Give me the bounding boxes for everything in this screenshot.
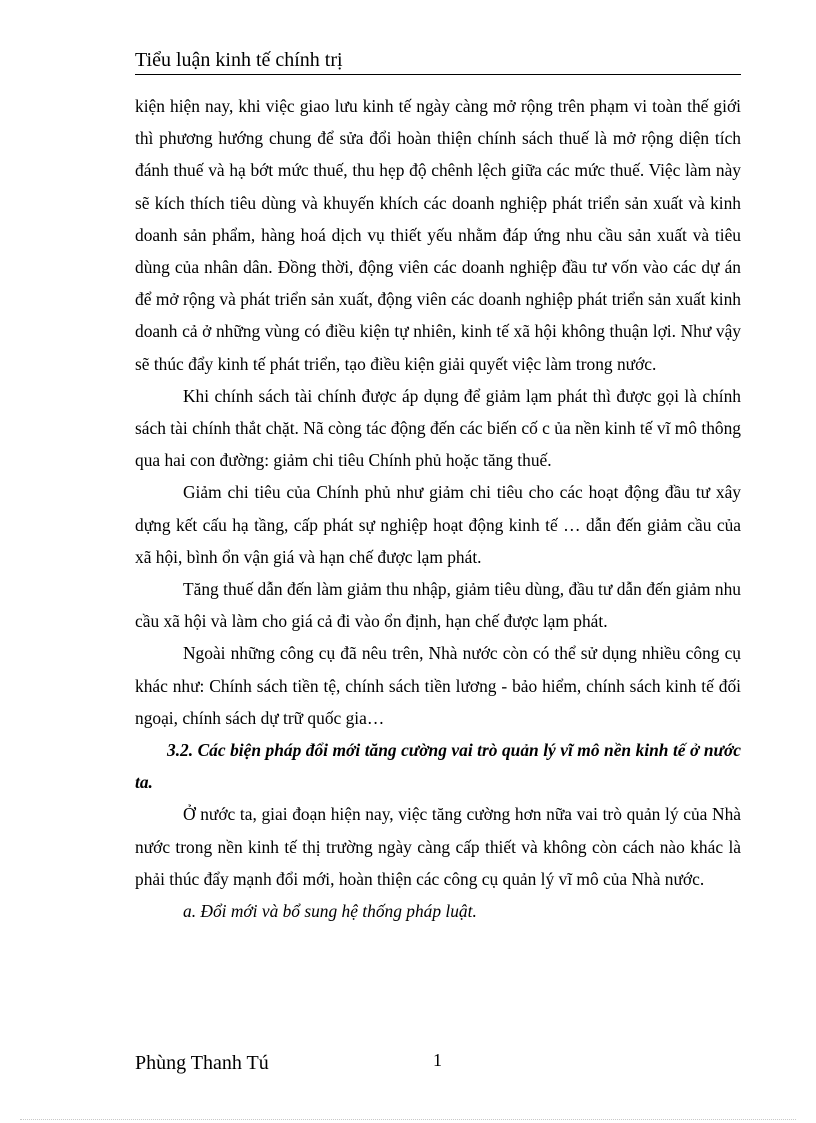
page-number: 1 — [433, 1050, 442, 1070]
paragraph-raise-tax: Tăng thuế dẫn đến làm giảm thu nhập, giảm tiêu dùng, đầu tư dẫn đến giảm nhu cầu xã hội và làm cho giá cả đi vào ổn định, hạn chế được lạm phát. — [135, 579, 741, 632]
paragraph-tax-policy: kiện hiện nay, khi việc giao lưu kinh tế ngày càng mở rộng trên phạm vi toàn thế giới thì phương hướng chung để sửa đổi hoàn thiện chính sách thuế là mở rộng diện tích đánh thuế và hạ bớt mức thuế, thu hẹp độ chênh lệch giữa các mức thuế. Việc làm này sẽ kích thích tiêu dùng và khuyến khích các doanh nghiệp phát triển sản xuất và kinh doanh sản phẩm, hàng hoá dịch vụ thiết yếu nhằm đáp ứng nhu cầu sản xuất và tiêu dùng của nhân dân. Đồng thời, động viên các doanh nghiệp đầu tư vốn vào các dự án để mở rộng và phát triển sản xuất, động viên các doanh nghiệp phát triển sản xuất kinh doanh cả ở những vùng có điều kiện tự nhiên, kinh tế xã hội không thuận lợi. Như vậy sẽ thúc đẩy kinh tế phát triển, tạo điều kiện giải quyết việc làm trong nước. — [135, 96, 741, 374]
paragraph-tight-fiscal-policy: Khi chính sách tài chính được áp dụng để giảm lạm phát thì được gọi là chính sách tài chính thắt chặt. Nã còng tác động đến các biến cố c ủa nền kinh tế vĩ mô thông qua hai con đường: giảm chi tiêu Chính phủ hoặc tăng thuế. — [135, 385, 741, 471]
page-header — [135, 48, 741, 75]
paragraph-reduce-spending: Giảm chi tiêu của Chính phủ như giảm chi tiêu cho các hoạt động đầu tư xây dựng kết cấu hạ tầng, cấp phát sự nghiệp hoạt động kinh tế … dẫn đến giảm cầu của xã hội, bình ổn vận giá và hạn chế được lạm phát. — [135, 482, 741, 567]
footer-author: Phùng Thanh Tú — [135, 1052, 269, 1074]
page-break-divider — [20, 1119, 796, 1120]
header-title: Tiểu luận kinh tế chính trị — [135, 49, 343, 71]
paragraph-other-tools: Ngoài những công cụ đã nêu trên, Nhà nước còn có thể sử dụng nhiều công cụ khác như: Chính sách tiền tệ, chính sách tiền lương - bảo hiểm, chính sách kinh tế đối ngoại, chính sách dự trữ quốc gia… — [135, 643, 741, 728]
paragraph-vietnam-context: Ở nước ta, giai đoạn hiện nay, việc tăng cường hơn nữa vai trò quản lý của Nhà nước trong nền kinh tế thị trường ngày càng cấp thiết và không còn cách nào khác là phải thúc đẩy mạnh đổi mới, hoàn thiện các công cụ quản lý vĩ mô của Nhà nước. — [135, 804, 741, 889]
document-body — [135, 90, 741, 927]
subsection-heading: a. Đổi mới và bổ sung hệ thống pháp luật. — [183, 901, 477, 922]
section-heading: 3.2. Các biện pháp đổi mới tăng cường vai trò quản lý vĩ mô nền kinh tế ở nước ta. — [135, 740, 741, 793]
